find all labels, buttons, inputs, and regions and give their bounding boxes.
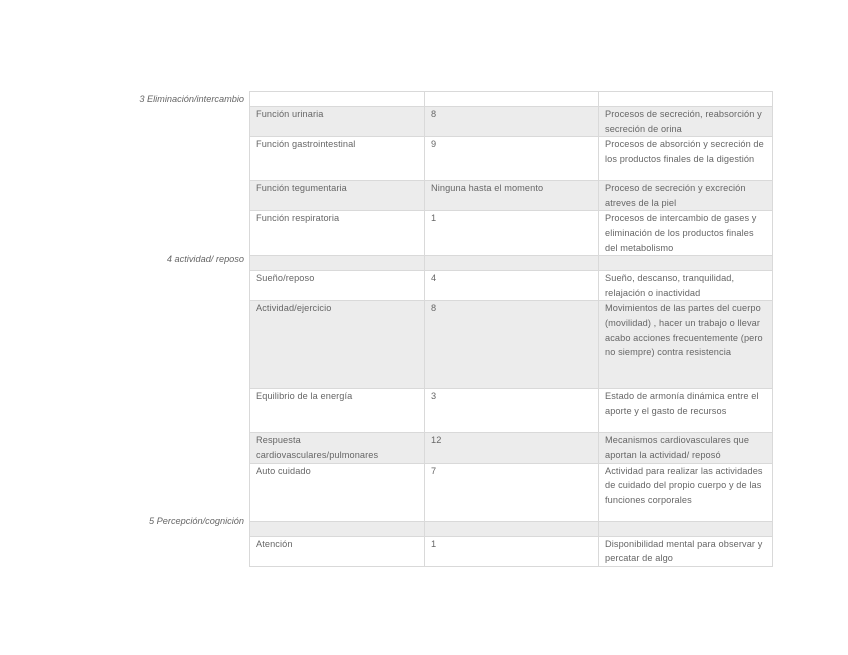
table-row [250,137,773,181]
category-row [250,521,773,536]
diagnosis-count: 8 [425,301,599,389]
class-definition: Proceso de secreción y excreción atreves de la piel [599,181,773,211]
domain-table [249,91,773,567]
class-name: Respuesta cardiovasculares/pulmonares [250,433,425,463]
diagnosis-count: 1 [425,211,599,256]
diagnosis-count: 4 [425,271,599,301]
diagnosis-count: 12 [425,433,599,463]
class-name: Equilibrio de la energía [250,389,425,433]
table-row [250,181,773,211]
diagnosis-count: 7 [425,463,599,521]
diagnosis-count: 9 [425,137,599,181]
category-row [250,256,773,271]
class-definition: Mecanismos cardiovasculares que aportan la actividad/ reposó [599,433,773,463]
category-row [250,92,773,107]
table-row [250,536,773,566]
table-row [250,107,773,137]
class-name: Sueño/reposo [250,271,425,301]
diagnosis-count: 8 [425,107,599,137]
category-label: 3 Eliminación/intercambio [139,94,244,104]
table-row [250,463,773,521]
class-definition: Procesos de intercambio de gases y eliminación de los productos finales del metabolismo [599,211,773,256]
class-definition: Actividad para realizar las actividades de cuidado del propio cuerpo y de las funciones corporales [599,463,773,521]
category-label: 5 Percepción/cognición [149,516,244,526]
class-name: Función gastrointestinal [250,137,425,181]
diagnosis-count: 3 [425,389,599,433]
class-name: Función respiratoria [250,211,425,256]
diagnosis-count: 1 [425,536,599,566]
class-definition: Estado de armonía dinámica entre el aporte y el gasto de recursos [599,389,773,433]
class-definition: Procesos de absorción y secreción de los productos finales de la digestión [599,137,773,181]
class-name: Auto cuidado [250,463,425,521]
class-definition: Movimientos de las partes del cuerpo (movilidad) , hacer un trabajo o llevar acabo acciones frecuentemente (pero no siempre) contra resistencia [599,301,773,389]
category-label: 4 actividad/ reposo [166,254,244,264]
class-name: Función urinaria [250,107,425,137]
class-definition: Disponibilidad mental para observar y percatar de algo [599,536,773,566]
table-row [250,389,773,433]
class-definition: Sueño, descanso, tranquilidad, relajación o inactividad [599,271,773,301]
class-name: Actividad/ejercicio [250,301,425,389]
class-name: Función tegumentaria [250,181,425,211]
diagnosis-count: Ninguna hasta el momento [425,181,599,211]
table-row [250,433,773,463]
class-definition: Procesos de secreción, reabsorción y secreción de orina [599,107,773,137]
table-row [250,271,773,301]
class-name: Atención [250,536,425,566]
table-row [250,211,773,256]
table-row [250,301,773,389]
